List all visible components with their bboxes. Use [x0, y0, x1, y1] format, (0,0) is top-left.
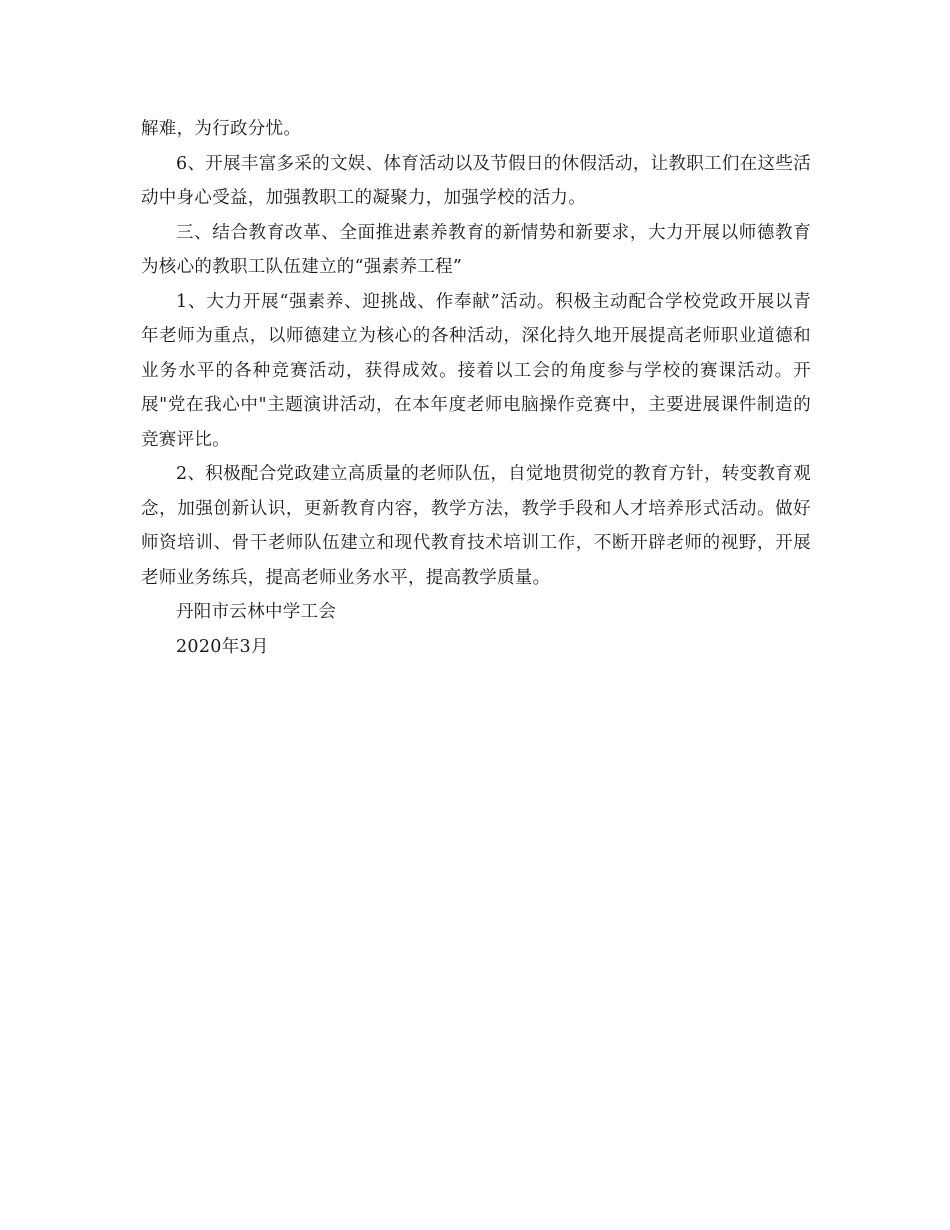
- paragraph-item-1: 1、大力开展“强素养、迎挑战、作奉献”活动。积极主动配合学校党政开展以青年老师为重点，以师德建立为核心的各种活动，深化持久地开展提高老师职业道德和业务水平的各种竞赛活动，获得成效。接着以工会的角度参与学校的赛课活动。开展"党在我心中"主题演讲活动，在本年度老师电脑操作竞赛中，主要进展课件制造的竞赛评比。: [141, 291, 811, 450]
- paragraph-item-6: 6、开展丰富多采的文娱、体育活动以及节假日的休假活动，让教职工们在这些活动中身心受益，加强教职工的凝聚力，加强学校的活力。: [141, 153, 811, 208]
- paragraph-section-three: 三、结合教育改革、全面推进素养教育的新情势和新要求，大力开展以师德教育为核心的教职工队伍建立的“强素养工程”: [141, 222, 811, 277]
- document-body: [141, 112, 811, 664]
- paragraph-item-2: 2、积极配合党政建立高质量的老师队伍，自觉地贯彻党的教育方针，转变教育观念，加强创新认识，更新教育内容，教学方法，教学手段和人才培养形式活动。做好师资培训、骨干老师队伍建立和现代教育技术培训工作，不断开辟老师的视野，开展老师业务练兵，提高老师业务水平，提高教学质量。: [141, 464, 811, 588]
- paragraph-continuation: 解难，为行政分忧。: [141, 119, 302, 139]
- signature-date: 2020年3月: [176, 636, 269, 657]
- signature-organization: 丹阳市云林中学工会: [176, 602, 337, 622]
